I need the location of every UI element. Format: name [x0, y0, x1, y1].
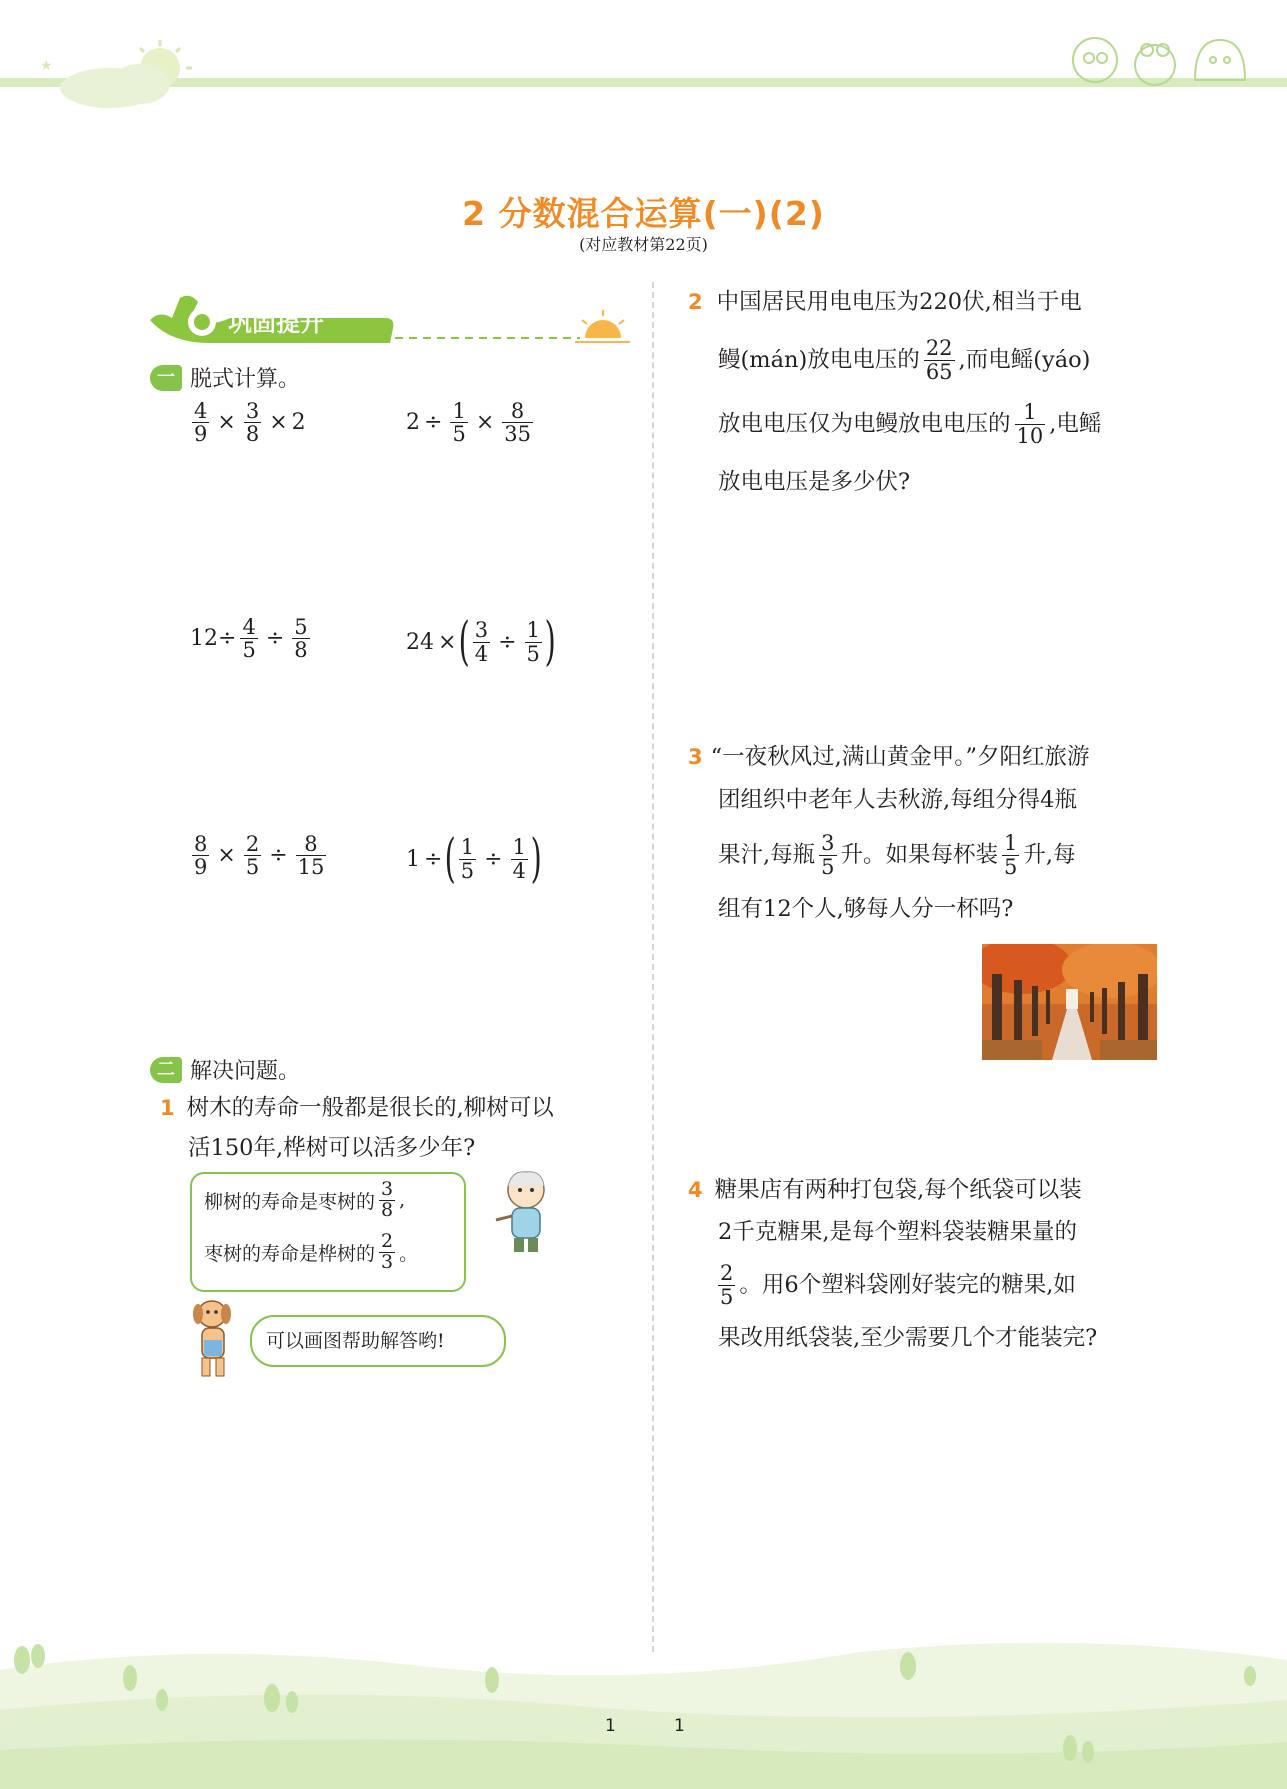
section1-title: 脱式计算。 [190, 367, 301, 392]
expression-3: 12÷ $\frac{4}{5}$ ÷ $\frac{5}{8}$ [190, 615, 308, 663]
fraction: $\frac{5}{8}$ [294, 615, 308, 663]
fraction: $\frac{1}{5}$ [526, 618, 540, 666]
fraction: $\frac{8}{15}$ [297, 832, 325, 880]
expression-2: 2 ÷ $\frac{1}{5}$ × $\frac{8}{35}$ [406, 399, 531, 447]
question-3: 3 “一夜秋风过,满山黄金甲。”夕阳红旅游 团组织中老年人去秋游,每组分得4瓶 果汁,每瓶 $\frac{3}{5}$ 升。如果每杯装 $\frac{1}{5}$ 升,每 组有12个人,够每人分一杯吗? [688, 743, 1090, 922]
question-number: 4 [688, 1177, 703, 1202]
question-number: 1 [160, 1095, 175, 1120]
question-number: 3 [688, 744, 703, 769]
fraction: $\frac{4}{9}$ [194, 399, 208, 447]
fraction: $\frac{8}{9}$ [194, 832, 208, 880]
question-1: 1 树木的寿命一般都是很长的,柳树可以 活150年,桦树可以活多少年? [160, 1094, 554, 1161]
section2-title: 解决问题。 [190, 1059, 301, 1084]
fraction: $\frac{3}{4}$ [474, 618, 489, 666]
expression-5: $\frac{8}{9}$ × $\frac{2}{5}$ ÷ $\frac{8}{15}$ [194, 832, 325, 880]
fraction: $\frac{4}{5}$ [242, 615, 256, 663]
expression-6: 1 ÷ ( $\frac{1}{5}$ ÷ $\frac{1}{4}$ ) [406, 829, 542, 889]
fraction: $\frac{8}{35}$ [504, 399, 531, 447]
page-number-left: 1 [605, 1716, 616, 1736]
section1-heading [150, 362, 300, 393]
page-subtitle: (对应教材第22页) [579, 235, 708, 254]
column-divider [652, 282, 654, 1652]
animal-faces-icon [1055, 20, 1255, 90]
hint-line-2: 枣树的寿命是桦树的 $\frac{2}{3}$ 。 [204, 1230, 419, 1273]
dog-icon [186, 1294, 242, 1384]
svg-text:★: ★ [40, 58, 53, 74]
footer-landscape [0, 1630, 1287, 1789]
section2-heading [150, 1054, 300, 1085]
autumn-road-photo [982, 944, 1157, 1060]
tip-text: 可以画图帮助解答哟! [266, 1330, 445, 1352]
section2-number: 二 [150, 1057, 182, 1083]
section1-number: 一 [150, 365, 182, 391]
expression-1: $\frac{4}{9}$ × $\frac{3}{8}$ × 2 [194, 399, 306, 447]
banner-label: 巩固提升 [228, 309, 324, 337]
fraction: $\frac{2}{5}$ [245, 832, 260, 880]
grandpa-icon [492, 1168, 562, 1256]
hint-line-1: 柳树的寿命是枣树的 $\frac{3}{8}$ , [204, 1178, 406, 1221]
page-title: 2 分数混合运算(一)(2) [462, 194, 825, 233]
question-4: 4 糖果店有两种打包袋,每个纸袋可以装 2千克糖果,是每个塑料袋装糖果量的 $\frac{2}{5}$ 。用6个塑料袋刚好装完的糖果,如 果改用纸袋装,至少需要几个才能装完? [688, 1176, 1098, 1351]
fraction: $\frac{3}{8}$ [245, 399, 260, 447]
fraction: $\frac{1}{5}$ [460, 835, 475, 883]
question-number: 2 [688, 289, 703, 314]
question-2: 2 中国居民用电电压为220伏,相当于电 鳗(mán)放电电压的 $\frac{22}{65}$ ,而电鳐(yáo) 放电电压仅为电鳗放电电压的 $\frac{1}{10}$ ,电鳐 放电电压是多少伏? [688, 288, 1102, 495]
fraction: $\frac{1}{5}$ [452, 399, 466, 447]
sun-cloud-icon [40, 40, 200, 110]
page-number-right: 1 [674, 1716, 685, 1736]
fraction: $\frac{1}{4}$ [512, 835, 526, 883]
section-banner [150, 288, 630, 348]
expression-4: 24 × ( $\frac{3}{4}$ ÷ $\frac{1}{5}$ ) [406, 612, 556, 672]
